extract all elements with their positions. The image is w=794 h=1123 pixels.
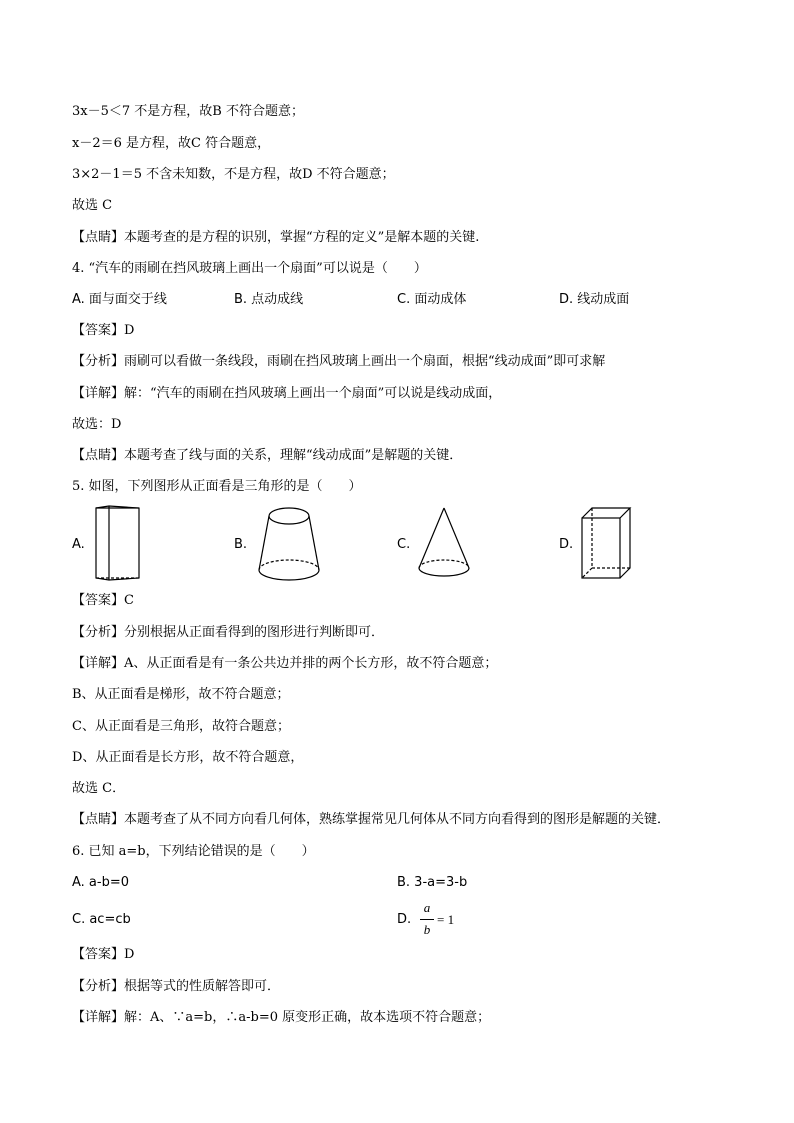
q5-explanation-b: B、从正面看是梯形，故不符合题意； <box>72 687 290 702</box>
q6-answer: 【答案】D <box>72 947 135 962</box>
q5-option-b-label: B. <box>234 537 248 552</box>
q4-option-a: A. 面与面交于线 <box>72 292 167 307</box>
fraction-denominator: b <box>423 922 431 937</box>
q4-choose: 故选：D <box>72 417 122 432</box>
q6-explanation: 【详解】解：A、∵a=b，∴a-b=0 原变形正确，故本选项不符合题意； <box>72 1010 491 1025</box>
triangular-prism-figure <box>93 504 143 582</box>
q6-option-d-label: D. <box>397 912 412 927</box>
q6-option-a: A. a-b=0 <box>72 875 130 890</box>
q4-explanation: 【详解】解：“汽车的雨刷在挡风玻璃上画出一个扇面”可以说是线动成面， <box>72 386 502 401</box>
q6-option-c: C. ac=cb <box>72 912 131 927</box>
question-6: 6. 已知 a=b，下列结论错误的是（ ） <box>72 844 315 859</box>
q5-comment: 【点睛】本题考查了从不同方向看几何体，熟练掌握常见几何体从不同方向看得到的图形是解题的关键． <box>72 812 671 827</box>
cone-figure <box>416 504 472 582</box>
question-5: 5. 如图，下列图形从正面看是三角形的是（ ） <box>72 479 362 494</box>
q5-explanation-c: C、从正面看是三角形，故符合题意； <box>72 719 290 734</box>
q5-option-d-label: D. <box>559 537 574 552</box>
q5-option-c-label: C. <box>397 537 411 552</box>
q4-option-d: D. 线动成面 <box>559 292 630 307</box>
q4-comment: 【点睛】本题考查了线与面的关系，理解“线动成面”是解题的关键． <box>72 448 463 463</box>
line-choose-c: 故选 C <box>72 198 113 213</box>
q5-explanation-d: D、从正面看是长方形，故不符合题意， <box>72 750 304 765</box>
q5-explanation-a: 【详解】A、从正面看是有一条公共边并排的两个长方形，故不符合题意； <box>72 656 498 671</box>
q5-answer: 【答案】C <box>72 593 134 608</box>
q5-analysis: 【分析】分别根据从正面看得到的图形进行判断即可． <box>72 625 385 640</box>
q6-option-b: B. 3-a=3-b <box>397 875 468 890</box>
q6-fraction <box>420 900 434 940</box>
line-x-is-equation: x－2＝6 是方程，故C 符合题意， <box>72 136 271 151</box>
q5-option-a-label: A. <box>72 537 85 552</box>
q5-choose: 故选 C． <box>72 781 126 796</box>
q4-option-b: B. 点动成线 <box>234 292 304 307</box>
question-4: 4. “汽车的雨刷在挡风玻璃上画出一个扇面”可以说是（ ） <box>72 261 427 276</box>
line-dianjing-q3: 【点睛】本题考查的是方程的识别，掌握“方程的定义”是解本题的关键. <box>72 230 480 245</box>
q4-analysis: 【分析】雨刷可以看做一条线段，雨刷在挡风玻璃上画出一个扇面，根据“线动成面”即可求解 <box>72 354 606 369</box>
q6-analysis: 【分析】根据等式的性质解答即可． <box>72 979 281 994</box>
q4-answer: 【答案】D <box>72 323 135 338</box>
fraction-numerator: a <box>423 900 431 915</box>
cuboid-figure <box>580 506 632 582</box>
q4-option-c: C. 面动成体 <box>397 292 467 307</box>
fraction-bar <box>420 919 434 920</box>
frustum-figure <box>256 504 322 582</box>
q6-option-d-rhs: = 1 <box>437 912 455 927</box>
line-no-unknown: 3×2－1＝5 不含未知数，不是方程，故D 不符合题意； <box>72 167 395 182</box>
line-3x-not-equation: 3x－5＜7 不是方程，故B 不符合题意； <box>72 104 304 119</box>
